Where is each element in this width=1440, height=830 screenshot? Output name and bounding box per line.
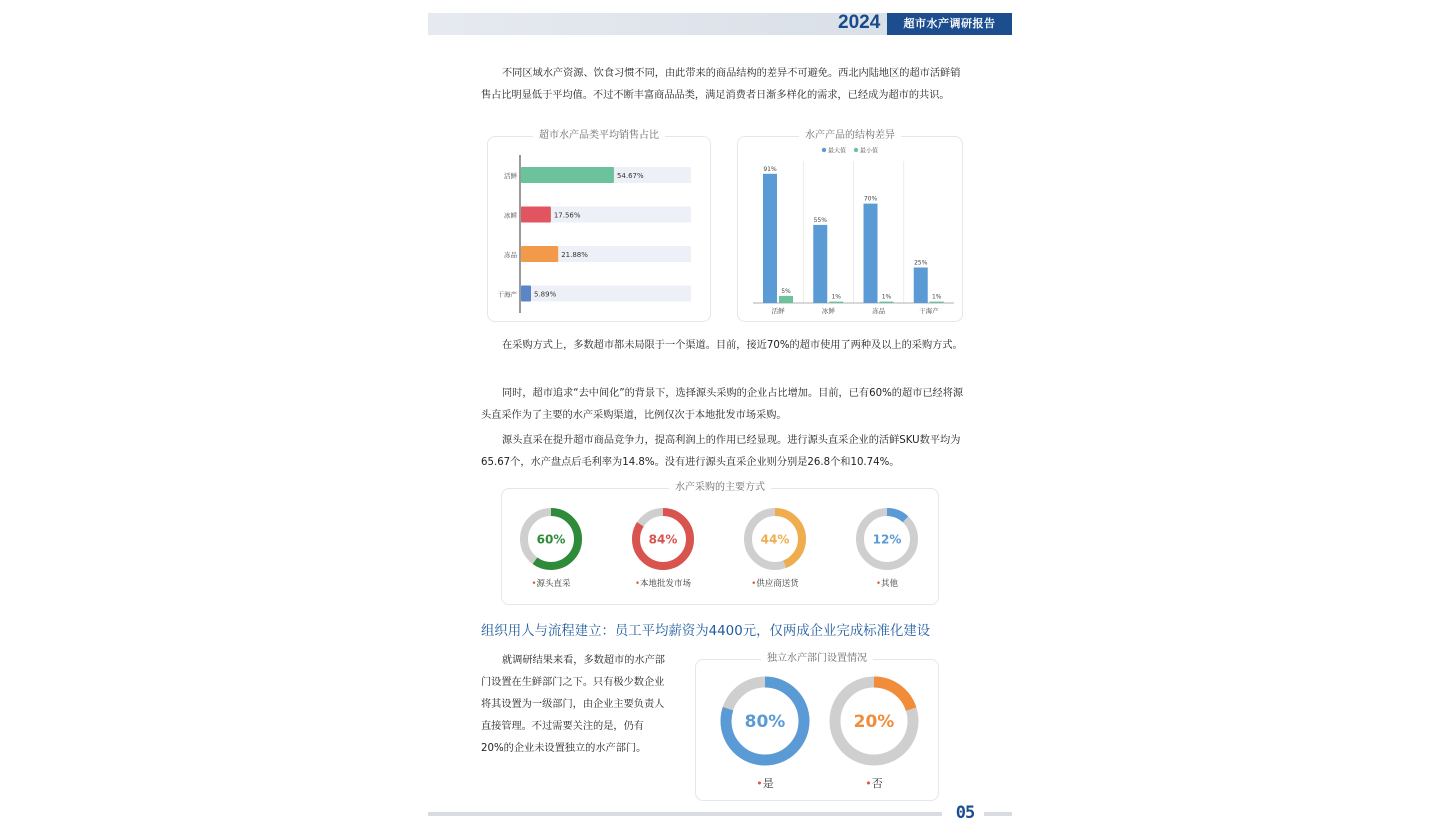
bar-0-2: [864, 204, 878, 303]
purchase-methods-title: 水产采购的主要方式: [502, 481, 938, 495]
data-label: 5.89%: [534, 290, 557, 299]
data-label: 1%: [931, 293, 942, 301]
bar-0: [521, 167, 614, 183]
structure-diff-chart-title: 水产产品的结构差异: [738, 129, 962, 143]
donut-label-text: 供应商送货: [756, 579, 799, 589]
paragraph-source-direct: 同时，超市追求“去中间化”的背景下，选择源头采购的企业占比增加。目前，已有60%的超市已经将源头直采作为了主要的水产采购渠道，比例仅次于本地批发市场采购。: [481, 388, 964, 421]
bullet-dot: •: [875, 579, 881, 589]
donut-value: 80%: [744, 712, 786, 733]
legend-marker: [822, 148, 826, 152]
bar-3: [521, 286, 531, 302]
donut-value: 20%: [853, 712, 895, 733]
data-label: 55%: [813, 216, 827, 224]
purchase-methods-donuts: [502, 489, 938, 604]
donut-label: [751, 578, 799, 589]
bullet-dot: •: [756, 777, 763, 790]
category-label: 干海产: [497, 290, 517, 299]
donut-label: [531, 578, 571, 589]
paragraph-purchase-channels: 在采购方式上，多数超市都未局限于一个渠道。目前，接近70%的超市使用了两种及以上的采购方式。: [502, 340, 963, 351]
department-setup-panel: [695, 653, 939, 801]
data-label: 54.67%: [616, 172, 644, 180]
header-title: 超市水产调研报告: [887, 13, 1012, 35]
donut-value: 60%: [536, 532, 566, 547]
legend-label: 最小值: [860, 147, 879, 155]
data-label: 91%: [763, 165, 777, 173]
bar-2: [521, 246, 558, 262]
structure-diff-bar-chart: [738, 137, 962, 321]
sales-share-chart-panel: [487, 130, 711, 322]
legend-label: 最大值: [828, 147, 847, 155]
bar-0-0: [763, 174, 777, 303]
purchase-methods-panel: [501, 482, 939, 605]
page-number: 05: [955, 803, 975, 823]
donut-label-text: 其他: [881, 579, 899, 589]
donut-label: [635, 578, 692, 589]
donut-label-text: 源头直采: [536, 579, 571, 589]
section-heading: 组织用人与流程建立：员工平均薪资为4400元，仅两成企业完成标准化建设: [481, 624, 931, 639]
category-label: 活鲜: [771, 307, 785, 315]
data-label: 70%: [863, 195, 878, 203]
header-year: 2024: [838, 12, 881, 33]
bar-1-1: [829, 302, 843, 303]
bar-1: [521, 207, 551, 223]
bar-1-2: [880, 302, 894, 303]
sales-share-bar-chart: [488, 137, 710, 321]
footer-line-left: [428, 812, 942, 816]
bar-0-1: [813, 225, 827, 303]
data-label: 25%: [914, 259, 928, 267]
structure-diff-chart-panel: [737, 130, 963, 322]
footer-line-right: [984, 812, 1012, 816]
sales-share-chart-title: 超市水产品类平均销售占比: [488, 129, 710, 143]
bullet-dot: •: [634, 579, 640, 589]
bullet-dot: •: [531, 579, 537, 589]
donut-label: [865, 777, 883, 790]
category-label: 冻品: [872, 307, 886, 315]
donut-value: 44%: [760, 532, 790, 547]
department-setup-title: 独立水产部门设置情况: [696, 652, 938, 666]
category-label: 冻品: [504, 251, 517, 259]
donut-label-text: 是: [762, 777, 774, 790]
bullet-dot: •: [751, 579, 757, 589]
category-label: 冰鲜: [504, 211, 517, 220]
bar-1-3: [930, 302, 944, 303]
legend-marker: [854, 148, 858, 152]
paragraph-regional-differences: 不同区域水产资源、饮食习惯不同，由此带来的商品结构的差异不可避免。西北内陆地区的超市活鲜销售占比明显低于平均值。不过不断丰富商品品类，满足消费者日渐多样化的需求，已经成为超市的共识。: [481, 68, 961, 101]
data-label: 21.88%: [561, 251, 588, 259]
bar-0-3: [914, 268, 928, 304]
data-label: 17.56%: [553, 211, 581, 220]
data-label: 5%: [781, 287, 791, 295]
data-label: 1%: [881, 293, 892, 301]
department-setup-donuts: [696, 660, 938, 800]
category-label: 冰鲜: [821, 307, 835, 315]
donut-value: 12%: [872, 532, 902, 547]
category-label: 活鲜: [504, 172, 517, 180]
bullet-dot: •: [865, 777, 872, 790]
report-page: [428, 0, 1012, 830]
donut-label-text: 否: [871, 777, 883, 790]
donut-label: [756, 777, 774, 790]
donut-value: 84%: [648, 532, 678, 547]
bar-1-0: [779, 296, 793, 303]
category-label: 干海产: [919, 307, 939, 315]
paragraph-sku-margin: 源头直采在提升超市商品竞争力，提高利润上的作用已经显现。进行源头直采企业的活鲜SKU数平均为65.67个，水产盘点后毛利率为14.8%。没有进行源头直采企业则分别是26.8个和10.74%。: [481, 435, 961, 468]
donut-label: [876, 578, 899, 589]
paragraph-department-setup: 就调研结果来看，多数超市的水产部门设置在生鲜部门之下。只有极少数企业将其设置为一级部门，由企业主要负责人直接管理。不过需要关注的是，仍有20%的企业未设置独立的水产部门。: [481, 655, 665, 754]
donut-label-text: 本地批发市场: [640, 579, 692, 589]
data-label: 1%: [831, 293, 842, 301]
